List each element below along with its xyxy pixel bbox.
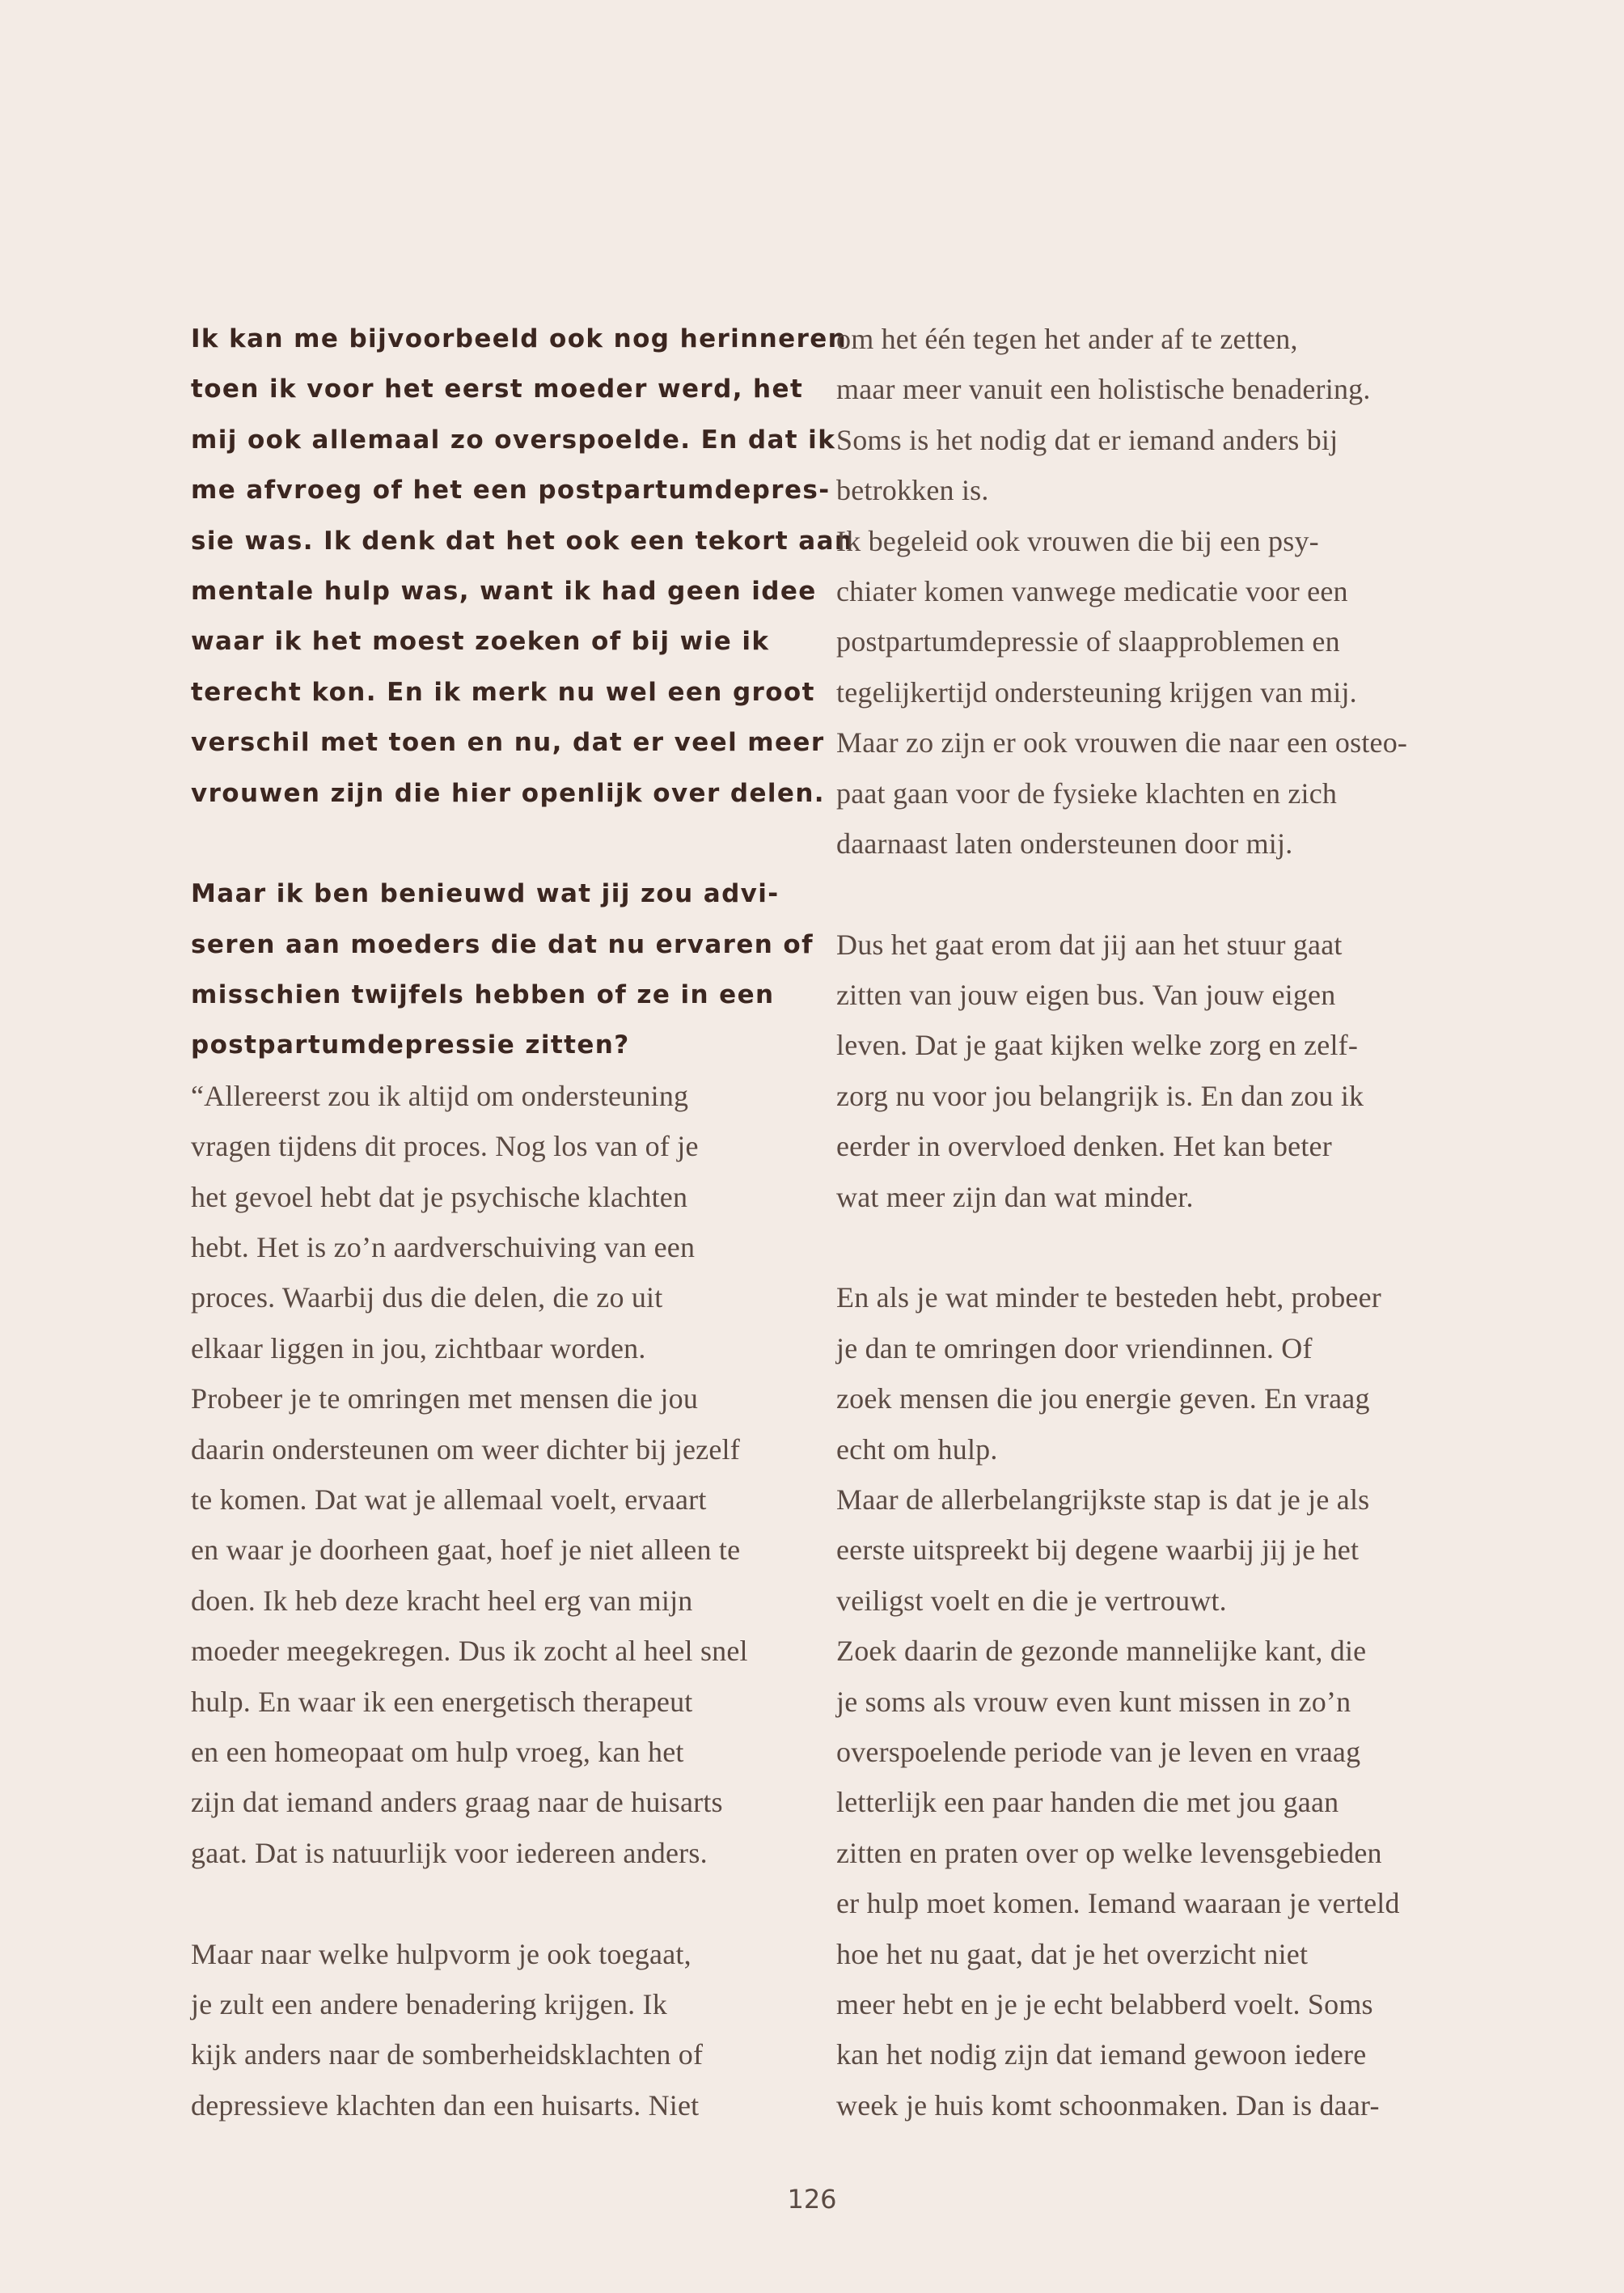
text-line: zitten en praten over op welke levensgebieden — [836, 1836, 1382, 1869]
text-line: misschien twijfels hebben of ze in een — [191, 980, 775, 1010]
text-line: Ik begeleid ook vrouwen die bij een psy- — [836, 524, 1319, 557]
left-column — [191, 314, 854, 2130]
text-line: het gevoel hebt dat je psychische klachten — [191, 1180, 688, 1213]
text-line: eerste uitspreekt bij degene waarbij jij je het — [836, 1534, 1360, 1567]
text-line: verschil met toen en nu, dat er veel meer — [191, 728, 825, 758]
right-column — [836, 314, 1436, 2130]
text-line: maar meer vanuit een holistische benadering. — [836, 373, 1371, 406]
text-line: betrokken is. — [836, 474, 989, 507]
text-line: Ik kan me bijvoorbeeld ook nog herinneren — [191, 324, 848, 353]
text-line: echt om hulp. — [836, 1432, 998, 1466]
text-line: sie was. Ik denk dat het ook een tekort aan — [191, 526, 854, 556]
text-line: te komen. Dat wat je allemaal voelt, ervaart — [191, 1483, 707, 1516]
text-line: zoek mensen die jou energie geven. En vraag — [836, 1382, 1370, 1415]
paragraph-gap — [191, 1878, 791, 1928]
text-line: mentale hulp was, want ik had geen idee — [191, 576, 817, 606]
text-line: tegelijkertijd ondersteuning krijgen van mij. — [836, 675, 1357, 709]
text-line: Maar zo zijn er ook vrouwen die naar een osteo- — [836, 726, 1408, 759]
paragraph-gap — [836, 869, 1436, 919]
text-line: en waar je doorheen gaat, hoef je niet alleen te — [191, 1534, 741, 1567]
text-line: je soms als vrouw even kunt missen in zo’n — [836, 1685, 1351, 1718]
text-line: letterlijk een paar handen die met jou gaan — [836, 1786, 1339, 1819]
text-line: veiligst voelt en die je vertrouwt. — [836, 1584, 1227, 1617]
interview-answer-1 — [191, 1071, 791, 1878]
text-line: paat gaan voor de fysieke klachten en zich — [836, 776, 1338, 810]
text-line: Soms is het nodig dat er iemand anders bij — [836, 423, 1339, 456]
interview-question-1 — [191, 314, 854, 819]
text-line: zitten van jouw eigen bus. Van jouw eigen — [836, 979, 1336, 1012]
text-line: en een homeopaat om hulp vroeg, kan het — [191, 1735, 684, 1768]
text-line: toen ik voor het eerst moeder werd, het — [191, 374, 804, 404]
text-line: mij ook allemaal zo overspoelde. En dat ik — [191, 425, 836, 455]
answer-paragraph-1 — [836, 314, 1436, 869]
text-line: hoe het nu gaat, dat je het overzicht niet — [836, 1937, 1309, 1970]
text-line: vrouwen zijn die hier openlijk over delen. — [191, 778, 825, 808]
text-line: Maar de allerbelangrijkste stap is dat je je als — [836, 1483, 1370, 1516]
text-line: zijn dat iemand anders graag naar de huisarts — [191, 1786, 723, 1819]
text-line: week je huis komt schoonmaken. Dan is daar- — [836, 2088, 1380, 2122]
text-line: me afvroeg of het een postpartumdepres- — [191, 476, 831, 506]
text-line: postpartumdepressie of slaapproblemen en — [836, 625, 1340, 658]
text-line: En als je wat minder te besteden hebt, probeer — [836, 1281, 1381, 1314]
text-line: je zult een andere benadering krijgen. Ik — [191, 1987, 667, 2020]
interview-question-2 — [191, 869, 814, 1071]
text-line: je dan te omringen door vriendinnen. Of — [836, 1331, 1313, 1364]
text-line: proces. Waarbij dus die delen, die zo uit — [191, 1281, 663, 1314]
answer-paragraph-3 — [836, 1272, 1436, 2130]
paragraph-gap — [836, 1222, 1436, 1272]
text-line: “Allereerst zou ik altijd om ondersteuning — [191, 1079, 689, 1112]
text-line: Maar naar welke hulpvorm je ook toegaat, — [191, 1937, 691, 1970]
text-line: hebt. Het is zo’n aardverschuiving van een — [191, 1231, 696, 1264]
text-line: hulp. En waar ik een energetisch therapeut — [191, 1685, 693, 1718]
text-line: eerder in overvloed denken. Het kan beter — [836, 1130, 1332, 1163]
text-line: daarin ondersteunen om weer dichter bij jezelf — [191, 1432, 740, 1466]
page-number: 126 — [787, 2184, 837, 2215]
text-line: Maar ik ben benieuwd wat jij zou advi- — [191, 879, 780, 909]
text-line: leven. Dat je gaat kijken welke zorg en zelf- — [836, 1029, 1359, 1062]
interview-answer-2 — [191, 1929, 791, 2131]
text-line: meer hebt en je je echt belabberd voelt. Soms — [836, 1987, 1373, 2020]
text-line: moeder meegekregen. Dus ik zocht al heel snel — [191, 1635, 748, 1668]
text-line: Probeer je te omringen met mensen die jou — [191, 1382, 699, 1415]
text-line: Dus het gaat erom dat jij aan het stuur gaat — [836, 928, 1343, 961]
text-line: Zoek daarin de gezonde mannelijke kant, die — [836, 1635, 1367, 1668]
text-line: seren aan moeders die dat nu ervaren of — [191, 929, 814, 959]
text-line: postpartumdepressie zitten? — [191, 1030, 630, 1060]
text-line: vragen tijdens dit proces. Nog los van of je — [191, 1130, 699, 1163]
text-line: terecht kon. En ik merk nu wel een groot — [191, 677, 815, 707]
text-line: om het één tegen het ander af te zetten, — [836, 323, 1298, 355]
text-line: kan het nodig zijn dat iemand gewoon iedere — [836, 2038, 1367, 2071]
text-line: daarnaast laten ondersteunen door mij. — [836, 827, 1293, 860]
text-line: overspoelende periode van je leven en vraag — [836, 1735, 1361, 1768]
text-line: chiater komen vanwege medicatie voor een — [836, 574, 1348, 607]
paragraph-gap — [191, 819, 791, 869]
text-line: depressieve klachten dan een huisarts. Niet — [191, 2088, 700, 2122]
text-line: waar ik het moest zoeken of bij wie ik — [191, 627, 770, 657]
text-line: zorg nu voor jou belangrijk is. En dan zou ik — [836, 1079, 1364, 1112]
text-line: doen. Ik heb deze kracht heel erg van mijn — [191, 1584, 693, 1617]
answer-paragraph-2 — [836, 920, 1436, 1222]
text-line: er hulp moet komen. Iemand waaraan je verteld — [836, 1887, 1400, 1920]
text-line: gaat. Dat is natuurlijk voor iedereen anders. — [191, 1836, 708, 1869]
text-line: kijk anders naar de somberheidsklachten of — [191, 2038, 704, 2071]
text-line: wat meer zijn dan wat minder. — [836, 1180, 1194, 1213]
text-line: elkaar liggen in jou, zichtbaar worden. — [191, 1331, 646, 1364]
